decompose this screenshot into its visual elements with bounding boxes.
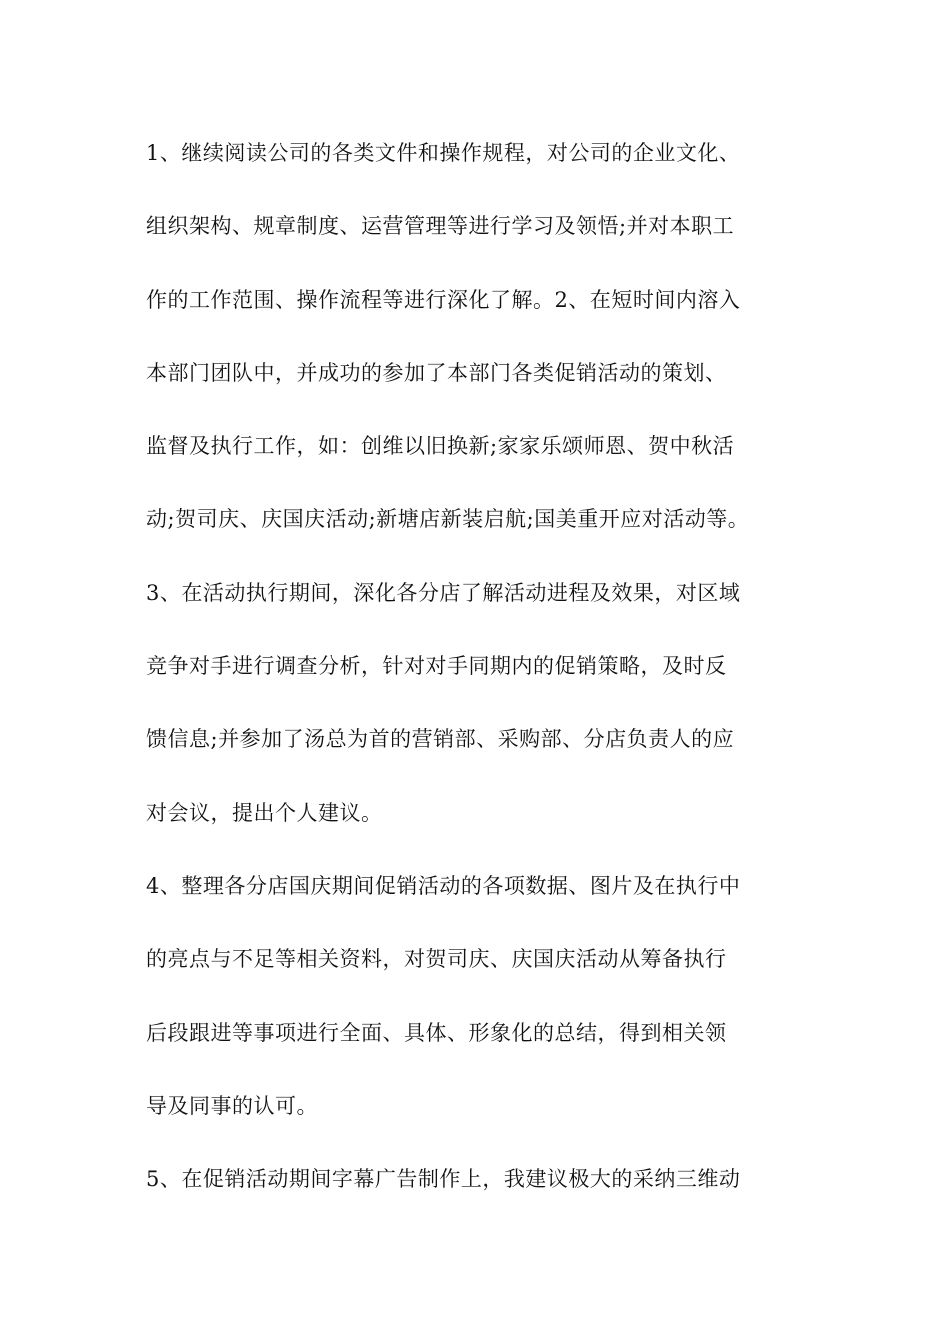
text-line: 导及同事的认可。 xyxy=(146,1093,318,1118)
text-line: 的亮点与不足等相关资料，对贺司庆、庆国庆活动从筹备执行 xyxy=(146,947,727,972)
text-line: 馈信息;并参加了汤总为首的营销部、采购部、分店负责人的应 xyxy=(146,727,735,752)
text-line: 组织架构、规章制度、运营管理等进行学习及领悟;并对本职工 xyxy=(146,214,735,239)
text-line: 作的工作范围、操作流程等进行深化了解。2、在短时间内溶入 xyxy=(146,287,741,312)
text-line: 监督及执行工作，如：创维以旧换新;家家乐颂师恩、贺中秋活 xyxy=(146,434,735,459)
text-line: 竞争对手进行调查分析，针对对手同期内的促销策略，及时反 xyxy=(146,654,727,679)
text-line: 4、整理各分店国庆期间促销活动的各项数据、图片及在执行中 xyxy=(146,873,741,898)
text-line: 对会议，提出个人建议。 xyxy=(146,800,383,825)
text-line: 1、继续阅读公司的各类文件和操作规程，对公司的企业文化、 xyxy=(146,141,741,165)
text-line: 动;贺司庆、庆国庆活动;新塘店新装启航;国美重开应对活动等。 xyxy=(146,507,750,532)
text-line: 本部门团队中，并成功的参加了本部门各类促销活动的策划、 xyxy=(146,360,727,385)
text-line: 3、在活动执行期间，深化各分店了解活动进程及效果，对区域 xyxy=(146,580,741,605)
text-line: 5、在促销活动期间字幕广告制作上，我建议极大的采纳三维动 xyxy=(146,1167,741,1192)
text-line: 后段跟进等事项进行全面、具体、形象化的总结，得到相关领 xyxy=(146,1020,727,1045)
document-body xyxy=(146,128,846,1227)
